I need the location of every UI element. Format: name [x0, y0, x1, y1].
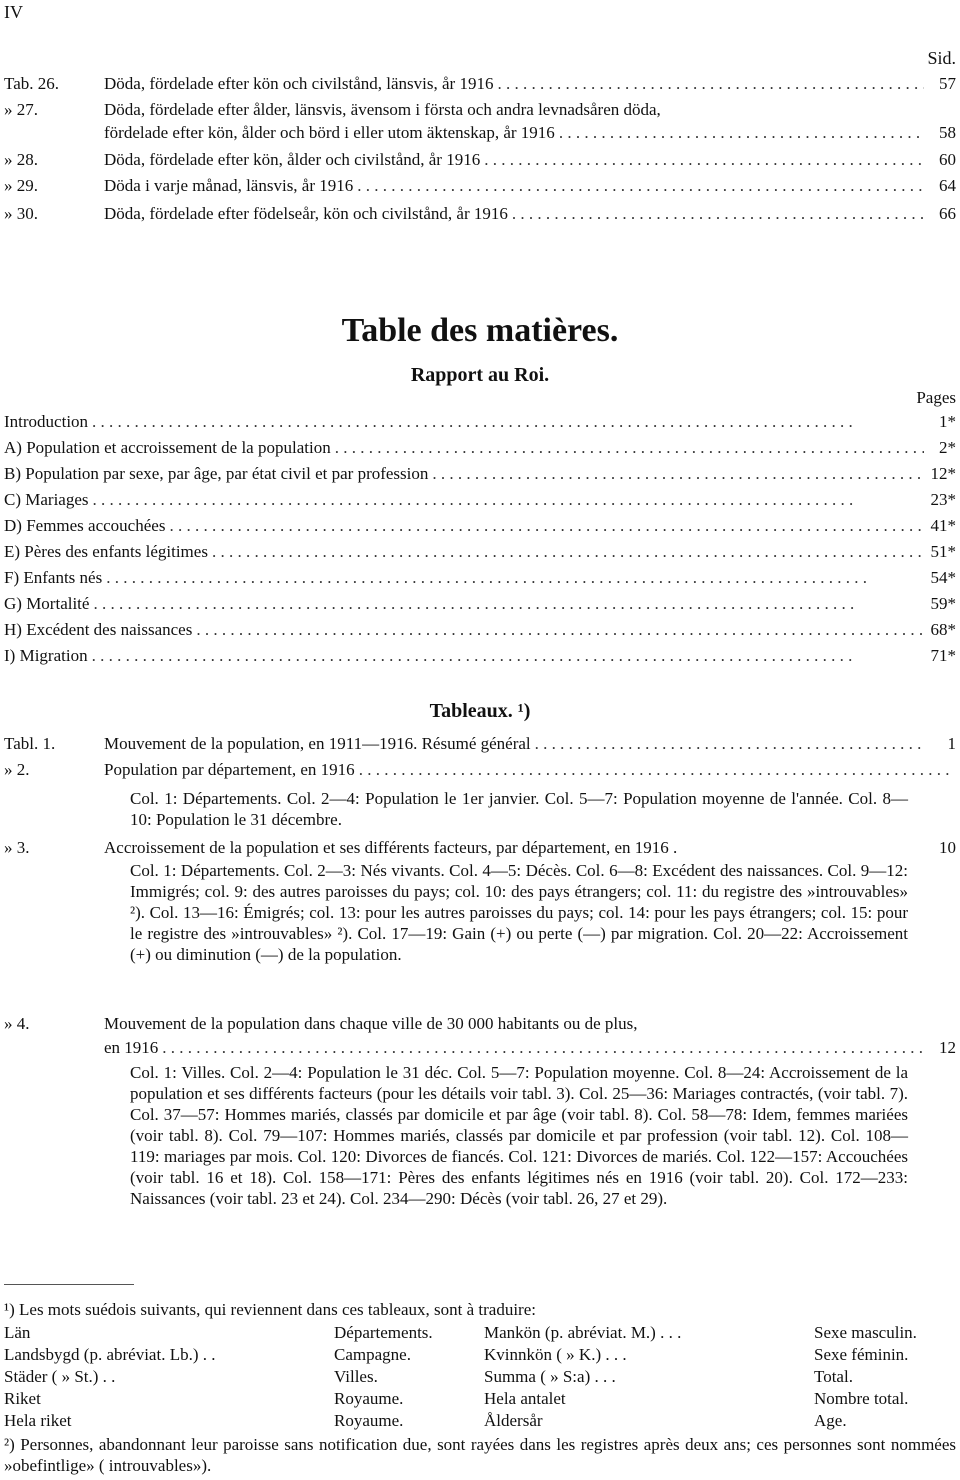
toc-row: [4, 121, 956, 143]
row-prefix: » 2.: [4, 760, 30, 779]
row-prefix: » 4.: [4, 1014, 30, 1033]
toc-row: [4, 732, 956, 754]
toc-row: [4, 514, 956, 536]
row-page: 58: [939, 123, 956, 142]
row-text: D) Femmes accouchées: [4, 516, 166, 535]
toc-row: [4, 644, 956, 666]
row-text: H) Excédent des naissances: [4, 620, 193, 639]
glossary-translation: Royaume.: [334, 1411, 404, 1430]
row-page: 1: [947, 734, 956, 753]
column-description: Col. 1: Départements. Col. 2—3: Nés vivants. Col. 4—5: Décès. Col. 6—8: Excédent des naissances. Col. 9—12: Immigrés; col. 9: des autres paroisses du pays; col. 10: des pays étrangers; col. 11: du registre des »introuvables» ²). Col. 13—16: Émigrés; col. 13: pour les autres paroisses du pays; col. 14: pour les pays étrangers; col. 15: pour le registre des »introuvables» ²). Col. 17—19: Gain (+) ou perte (—) par migration. Col. 20—22: Accroissement (+) ou diminution (—) de la population.: [130, 861, 908, 964]
row-page: 68*: [930, 620, 956, 639]
glossary-term: Mankön (p. abréviat. M.) . . .: [484, 1323, 682, 1342]
glossary-term: Städer ( » St.) . .: [4, 1367, 116, 1386]
glossary-translation: Départements.: [334, 1323, 433, 1342]
row-prefix: » 29.: [4, 176, 38, 195]
glossary-term: Kvinnkön ( » K.) . . .: [484, 1345, 627, 1364]
sid-label: Sid.: [927, 48, 956, 68]
row-text: Döda, fördelade efter ålder, länsvis, ävensom i första och andra levnadsåren döda,: [104, 100, 661, 119]
row-page: 10: [939, 838, 956, 857]
row-text: A) Population et accroissement de la population: [4, 438, 331, 457]
glossary-term: Län: [4, 1323, 31, 1342]
glossary-translation: Nombre total.: [814, 1389, 909, 1408]
row-text: G) Mortalité: [4, 594, 90, 613]
column-description: Col. 1: Villes. Col. 2—4: Population le 31 déc. Col. 5—7: Population moyenne. Col. 8—24: Accroissement de la population et ses différents facteurs (pour les détails voir tabl. 3). Col. 25—36: Mariages contractés, (voir tabl. 7). Col. 37—57: Hommes mariés, classés par domicile et par âge (voir tabl. 8). Col. 58—78: Idem, femmes mariées (voir tabl. 8). Col. 79—107: Hommes mariés, classés par domicile et par profession (voir tabl. 12). Col. 108—119: mariages par mois. Col. 120: Divorces de fiancés. Col. 121: Divorces de mariés. Col. 122—157: Accouchées (voir tabl. 16 et 18). Col. 158—171: Pères des enfants légitimes nés en 1916 (voir tabl. 20). Col. 172—233: Naissances (voir tabl. 23 et 24). Col. 234—290: Décès (voir tabl. 26, 27 et 29).: [130, 1063, 908, 1208]
rapport-title: Rapport au Roi.: [410, 364, 550, 386]
row-text: Döda, fördelade efter kön, ålder och civilstånd, år 1916: [104, 150, 481, 169]
footnote-rule: [4, 1284, 134, 1285]
glossary-translation: Royaume.: [334, 1389, 404, 1408]
toc-title: Table des matières.: [341, 312, 619, 349]
glossary-translation: Total.: [814, 1367, 853, 1386]
glossary-translation: Campagne.: [334, 1345, 411, 1364]
row-page: 12: [939, 1038, 956, 1057]
row-text: C) Mariages: [4, 490, 89, 509]
toc-row: [4, 436, 956, 458]
row-page: 71*: [930, 646, 956, 665]
glossary-term: Summa ( » S:a) . . .: [484, 1367, 616, 1386]
toc-row: [4, 72, 956, 94]
toc-row: [4, 566, 956, 588]
glossary-term: Åldersår: [484, 1411, 543, 1430]
row-page: 64: [939, 176, 956, 195]
glossary-translation: Sexe féminin.: [814, 1345, 909, 1364]
row-page: 41*: [930, 516, 956, 535]
pages-label: Pages: [916, 388, 956, 407]
toc-row: [4, 1012, 956, 1034]
row-text: Mouvement de la population, en 1911—1916. Résumé général: [104, 734, 531, 753]
row-prefix: » 28.: [4, 150, 38, 169]
footnote-1: ¹) Les mots suédois suivants, qui reviennent dans ces tableaux, sont à traduire:: [4, 1300, 536, 1319]
page-number: IV: [4, 2, 23, 22]
row-prefix: » 30.: [4, 204, 38, 223]
row-text: Introduction: [4, 412, 89, 431]
row-page: 66: [939, 204, 956, 223]
toc-row: [4, 148, 956, 170]
row-page: 2*: [939, 438, 956, 457]
glossary-term: Hela riket: [4, 1411, 72, 1430]
row-text: Accroissement de la population et ses différents facteurs, par département, en 1916 .: [104, 838, 678, 857]
toc-row: [4, 618, 956, 640]
toc-row: [4, 410, 956, 432]
row-page: 60: [939, 150, 956, 169]
row-page: 1*: [939, 412, 956, 431]
glossary-term: Riket: [4, 1389, 41, 1408]
row-page: 23*: [930, 490, 956, 509]
row-text: B) Population par sexe, par âge, par état civil et par profession: [4, 464, 429, 483]
row-prefix: » 27.: [4, 100, 38, 119]
row-text: E) Pères des enfants légitimes: [4, 542, 208, 561]
glossary-translation: Age.: [814, 1411, 847, 1430]
toc-row: [4, 488, 956, 510]
toc-row: [4, 202, 956, 224]
row-text: F) Enfants nés: [4, 568, 103, 587]
glossary-term: Hela antalet: [484, 1389, 566, 1408]
row-text: I) Migration: [4, 646, 88, 665]
row-text: Döda, fördelade efter kön och civilstånd, länsvis, år 1916: [104, 74, 494, 93]
row-text: Population par département, en 1916: [104, 760, 355, 779]
row-text: en 1916: [104, 1038, 159, 1057]
glossary-term: Landsbygd (p. abréviat. Lb.) . .: [4, 1345, 216, 1364]
glossary-table: [4, 1322, 956, 1432]
toc-row: [4, 836, 956, 858]
toc-row: [4, 1036, 956, 1058]
toc-row: [4, 592, 956, 614]
toc-row: [4, 174, 956, 196]
toc-row: [4, 462, 956, 484]
row-page: 51*: [930, 542, 956, 561]
row-text: Mouvement de la population dans chaque ville de 30 000 habitants ou de plus,: [104, 1014, 638, 1033]
tableaux-title: Tableaux. ¹): [429, 700, 531, 722]
column-description: Col. 1: Départements. Col. 2—4: Population le 1er janvier. Col. 5—7: Population moyenne de l'année. Col. 8—10: Population le 31 décembre.: [130, 789, 908, 829]
toc-row: [4, 758, 956, 780]
toc-row: [4, 98, 956, 120]
row-prefix: » 3.: [4, 838, 30, 857]
row-page: 57: [939, 74, 956, 93]
row-text: fördelade efter kön, ålder och börd i eller utom äktenskap, år 1916: [104, 123, 555, 142]
row-text: Döda, fördelade efter födelseår, kön och civilstånd, år 1916: [104, 204, 508, 223]
row-page: 54*: [930, 568, 956, 587]
row-page: 59*: [930, 594, 956, 613]
toc-row: [4, 540, 956, 562]
glossary-translation: Villes.: [334, 1367, 378, 1386]
row-prefix: Tabl. 1.: [4, 734, 56, 753]
footnote-2: ²) Personnes, abandonnant leur paroisse sans notification due, sont rayées dans les registres après deux ans; ces personnes sont nommées »obefintlige» ( introuvables»).: [4, 1435, 956, 1475]
row-text: Döda i varje månad, länsvis, år 1916: [104, 176, 354, 195]
glossary-translation: Sexe masculin.: [814, 1323, 917, 1342]
row-prefix: Tab. 26.: [4, 74, 59, 93]
row-page: 12*: [930, 464, 956, 483]
